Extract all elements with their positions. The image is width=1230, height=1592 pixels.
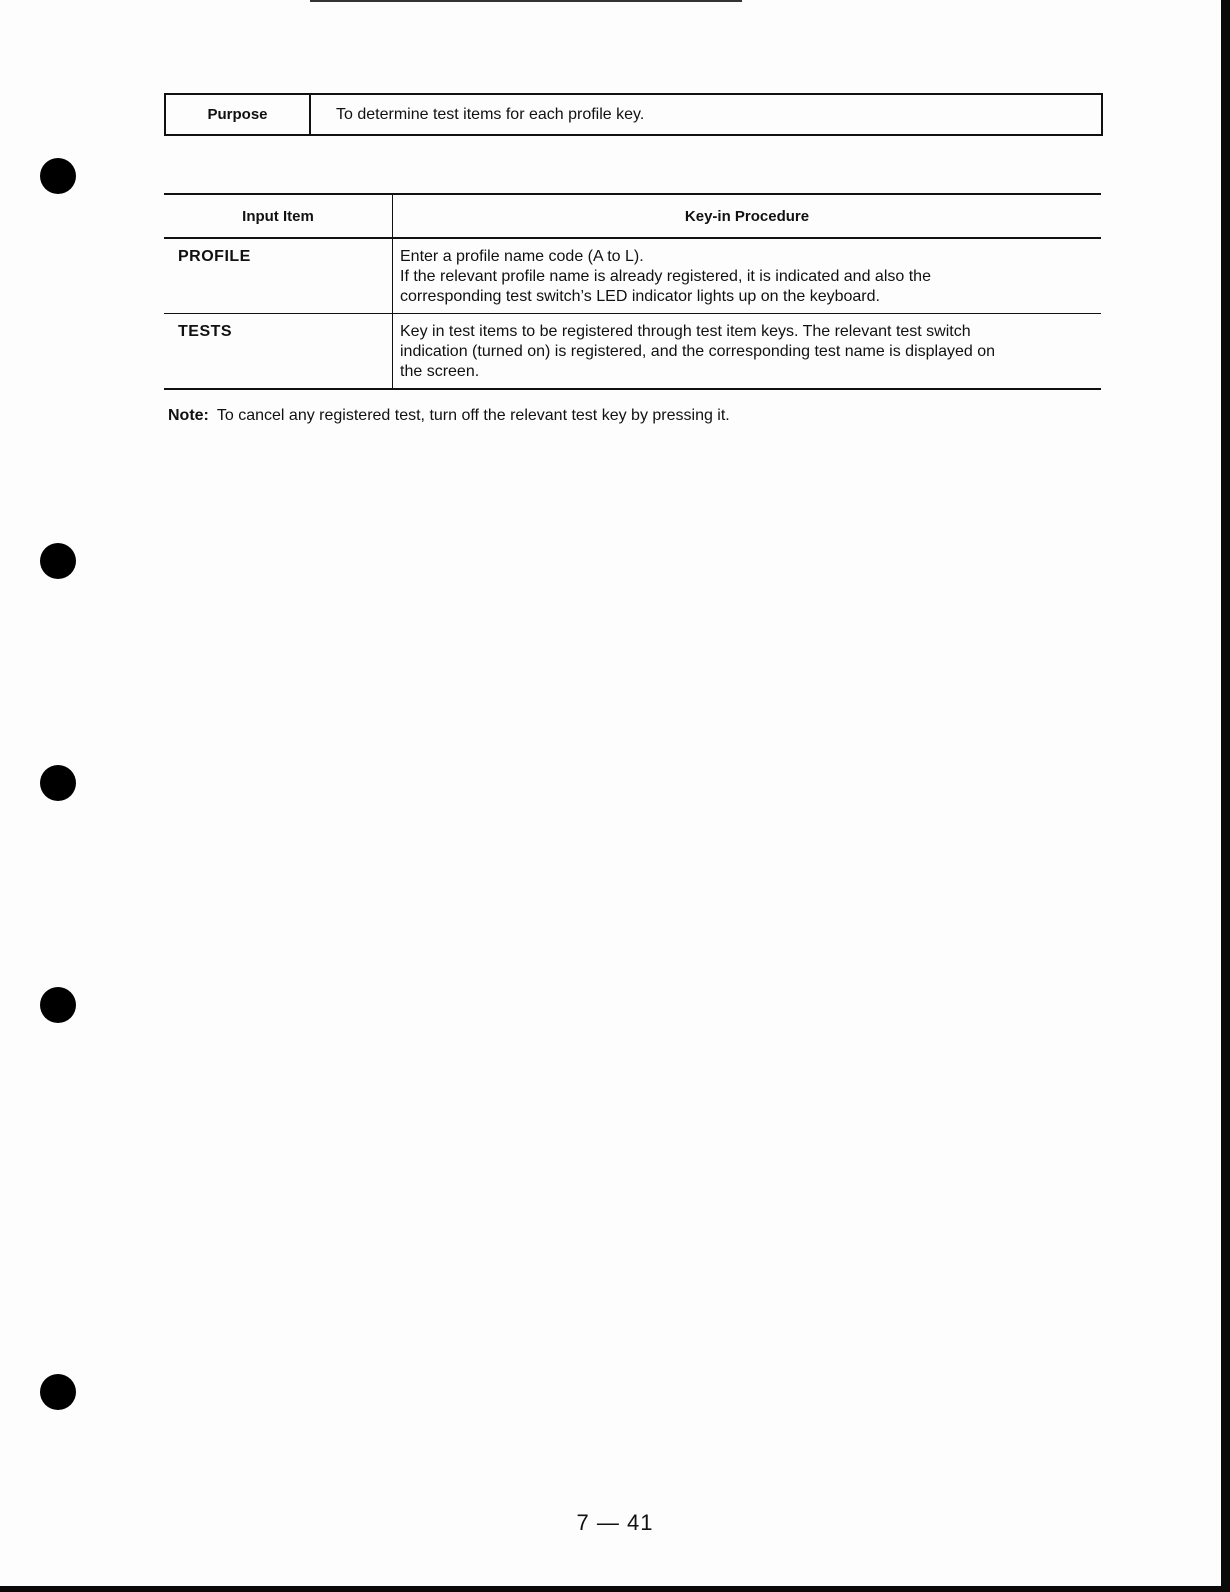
top-rule bbox=[310, 0, 742, 2]
procedure-profile bbox=[393, 238, 1102, 314]
binder-hole bbox=[40, 1374, 76, 1410]
procedure-line: corresponding test switch’s LED indicator lights up on the keyboard. bbox=[400, 288, 880, 305]
procedure-line: the screen. bbox=[400, 363, 480, 380]
procedure-line: If the relevant profile name is already registered, it is indicated and also the bbox=[400, 268, 931, 285]
note-label: Note: bbox=[168, 407, 209, 424]
input-item-profile: PROFILE bbox=[164, 238, 393, 314]
purpose-label: Purpose bbox=[166, 95, 311, 134]
procedure-tests bbox=[393, 314, 1102, 390]
procedure-line: Enter a profile name code (A to L). bbox=[400, 248, 644, 265]
binder-hole bbox=[40, 158, 76, 194]
input-item-table bbox=[164, 193, 1101, 390]
table-header-row bbox=[164, 194, 1101, 238]
procedure-line: Key in test items to be registered through test item keys. The relevant test switch bbox=[400, 323, 971, 340]
binder-hole bbox=[40, 765, 76, 801]
header-key-in-procedure: Key-in Procedure bbox=[393, 194, 1102, 238]
input-item-tests: TESTS bbox=[164, 314, 393, 390]
table-row bbox=[164, 314, 1101, 390]
scan-edge-bottom bbox=[0, 1586, 1230, 1592]
note bbox=[168, 407, 730, 425]
header-input-item: Input Item bbox=[164, 194, 393, 238]
binder-hole bbox=[40, 543, 76, 579]
procedure-line: indication (turned on) is registered, and the corresponding test name is displayed on bbox=[400, 343, 996, 360]
scan-edge-right bbox=[1221, 0, 1230, 1592]
purpose-box bbox=[164, 93, 1103, 136]
page-number: 7 — 41 bbox=[576, 1510, 654, 1535]
note-text: To cancel any registered test, turn off the relevant test key by pressing it. bbox=[216, 407, 730, 424]
binder-hole bbox=[40, 987, 76, 1023]
purpose-text: To determine test items for each profile key. bbox=[336, 105, 645, 123]
table-row bbox=[164, 238, 1101, 314]
